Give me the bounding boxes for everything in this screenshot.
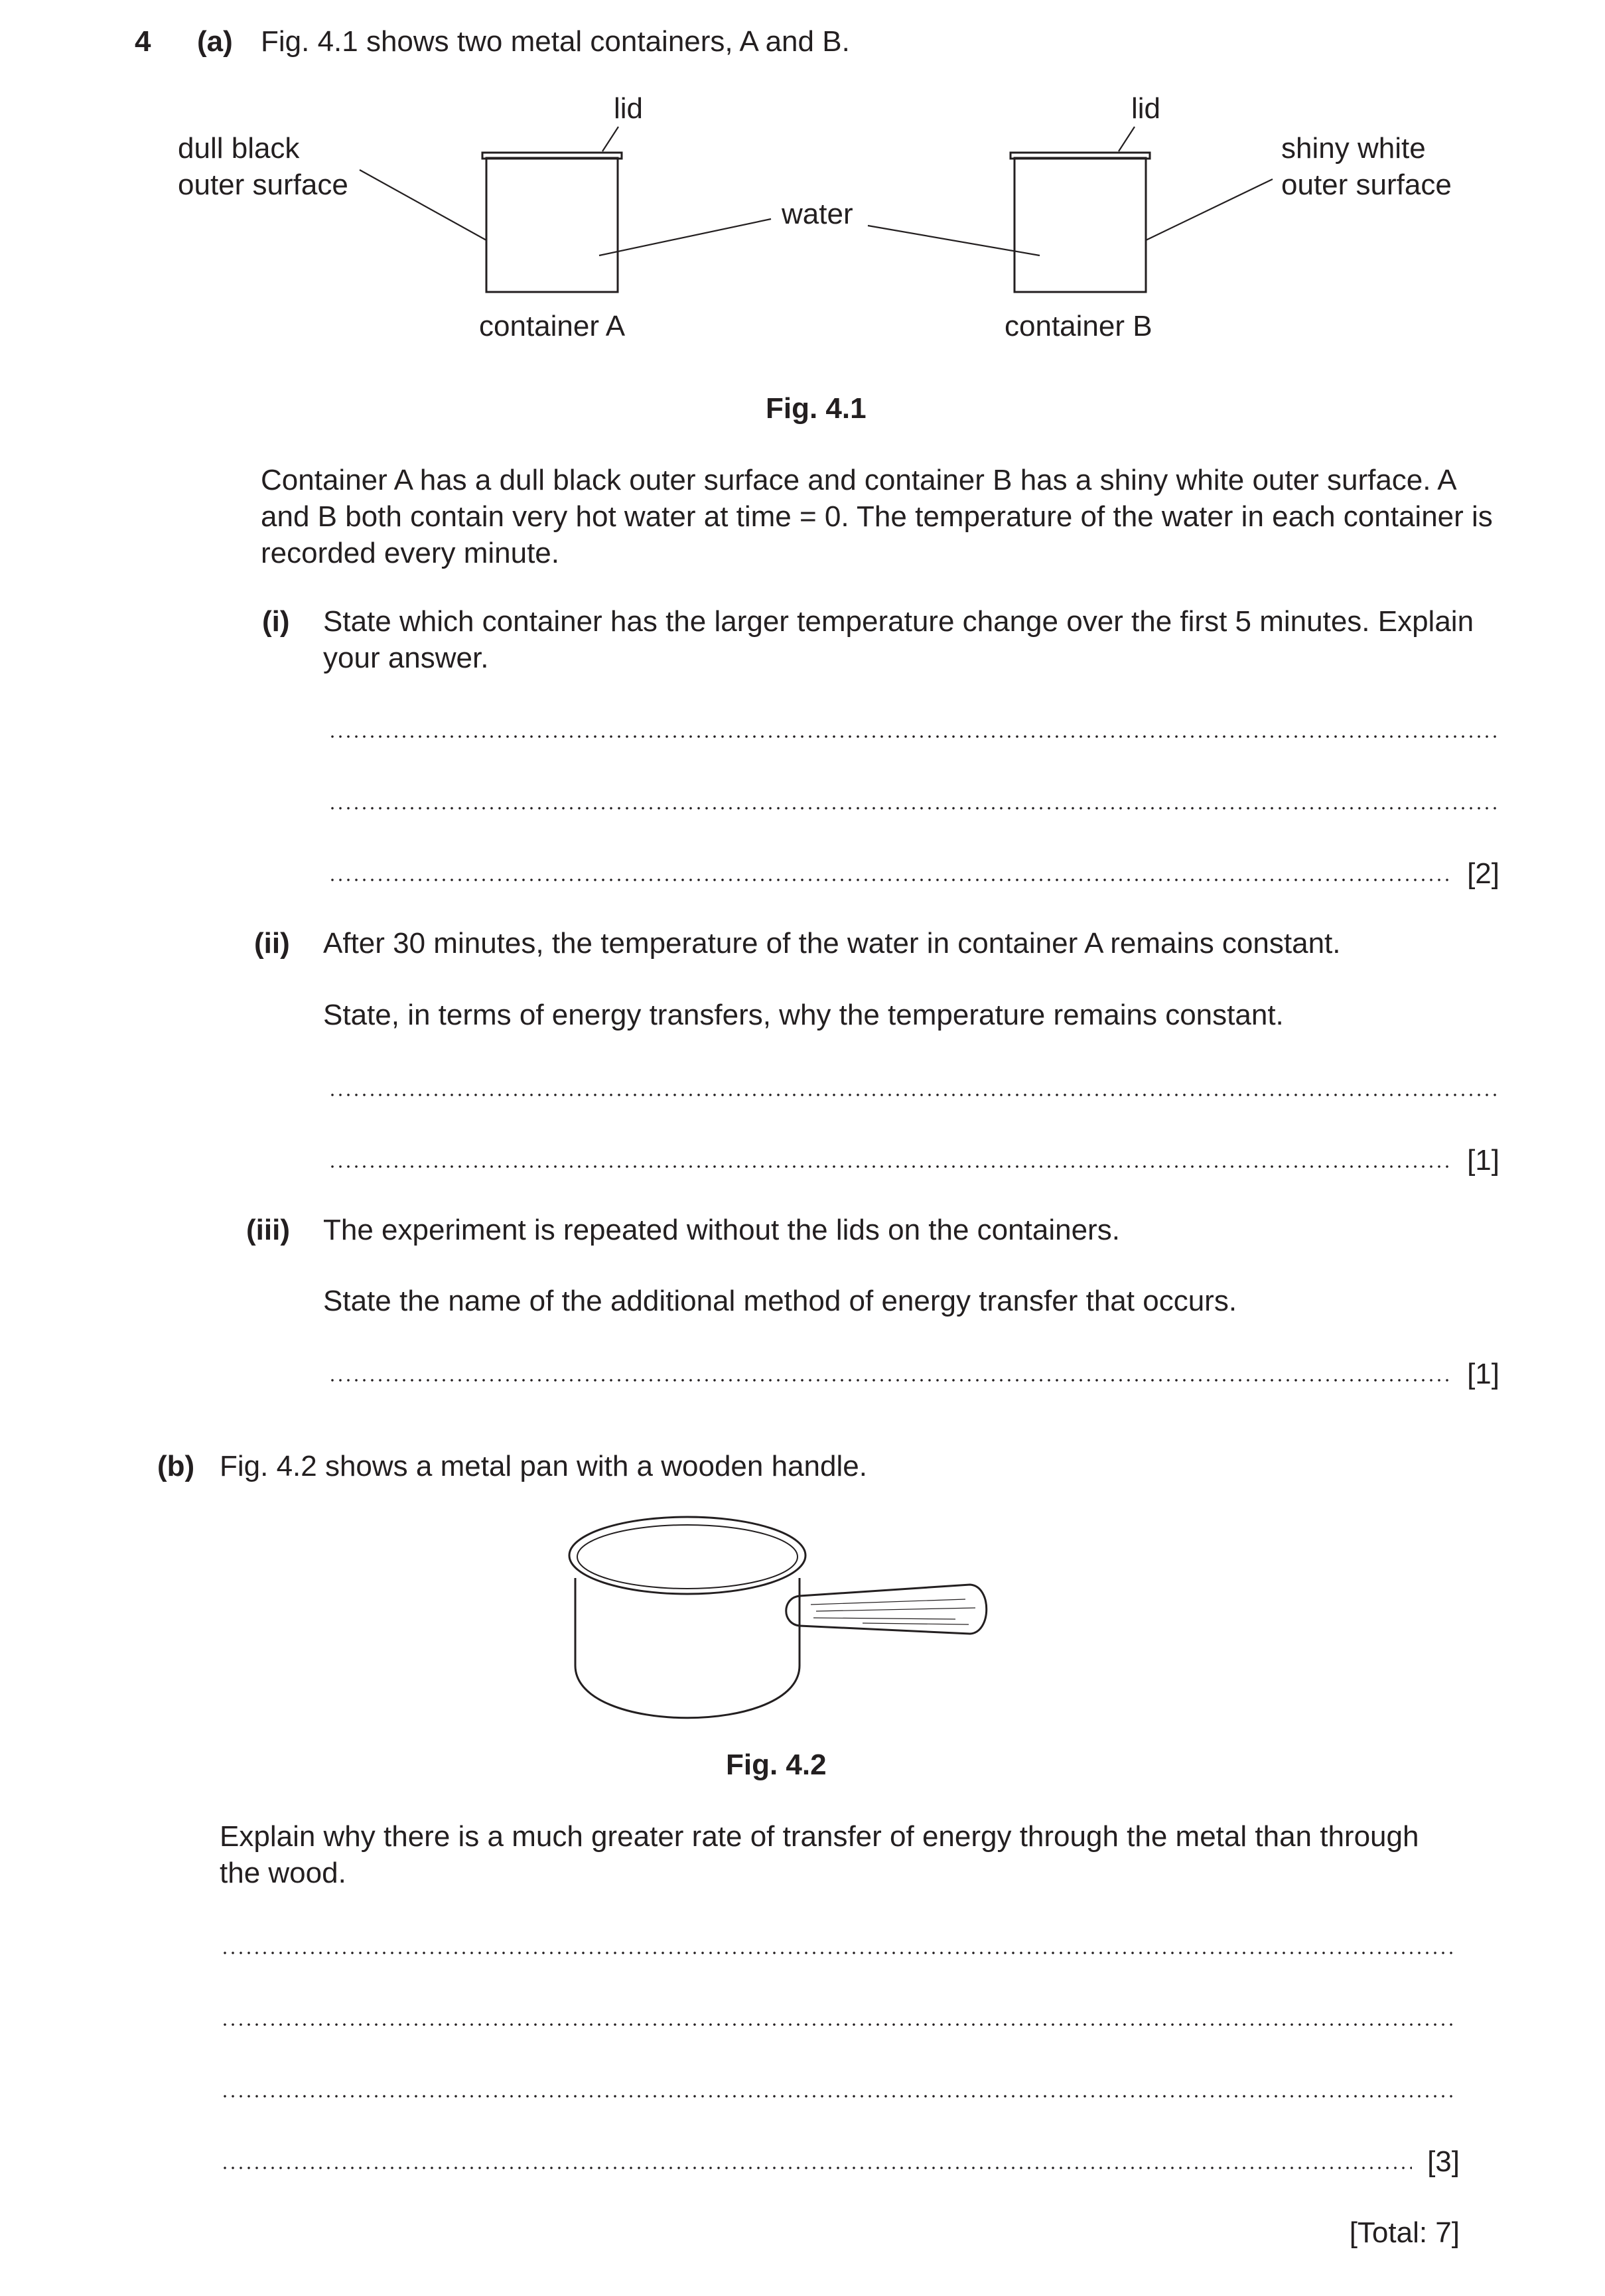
label-lid-a: lid xyxy=(614,92,644,125)
pan-rim-inner xyxy=(577,1525,798,1589)
label-shiny-white-2: outer surface xyxy=(1281,169,1452,201)
label-lid-b: lid xyxy=(1131,92,1161,125)
label-container-a: container A xyxy=(479,310,626,342)
pan-rim-outer xyxy=(569,1517,805,1594)
sub-iii-label: (iii) xyxy=(246,1214,290,1246)
answer-line-b-4[interactable] xyxy=(221,2166,1412,2170)
wood-grain-1 xyxy=(811,1599,965,1605)
part-b-text: Explain why there is a much greater rate of transfer of energy through the metal than through the wood. xyxy=(220,1820,1419,1889)
sub-i-text: State which container has the larger temperature change over the first 5 minutes. Explain your answer. xyxy=(323,605,1474,674)
sub-iii-marks: [1] xyxy=(1467,1358,1500,1390)
total-marks: [Total: 7] xyxy=(1349,2216,1460,2249)
label-shiny-white-1: shiny white xyxy=(1281,132,1426,165)
figure-4-1-caption: Fig. 4.1 xyxy=(766,392,867,425)
sub-iii-text2: State the name of the additional method of energy transfer that occurs. xyxy=(323,1285,1237,1317)
sub-i-marks: [2] xyxy=(1467,857,1500,890)
part-a-intro: Fig. 4.1 shows two metal containers, A and B. xyxy=(261,25,850,58)
sub-ii-text: After 30 minutes, the temperature of the water in container A remains constant. xyxy=(323,927,1341,960)
label-dull-black-2: outer surface xyxy=(178,169,348,201)
answer-line-b-2[interactable] xyxy=(221,2023,1456,2027)
sub-ii-text2: State, in terms of energy transfers, why the temperature remains constant. xyxy=(323,999,1284,1031)
sub-ii-marks: [1] xyxy=(1467,1144,1500,1177)
label-water: water xyxy=(782,198,853,230)
sub-ii-label: (ii) xyxy=(254,927,290,960)
label-dull-black-1: dull black xyxy=(178,132,300,165)
part-b-label: (b) xyxy=(157,1450,195,1482)
question-number: 4 xyxy=(135,25,151,58)
part-b-marks: [3] xyxy=(1427,2145,1460,2178)
handle-ferrule-curve xyxy=(786,1596,800,1626)
sub-i-label: (i) xyxy=(262,605,290,638)
figure-4-2-caption: Fig. 4.2 xyxy=(726,1749,827,1781)
wood-grain-3 xyxy=(813,1618,955,1619)
part-a-description: Container A has a dull black outer surface and container B has a shiny white outer surface. A and B both contain very hot water at time = 0. The temperature of the water in each container is recorded every minute. xyxy=(261,464,1493,569)
pan-body xyxy=(575,1578,800,1718)
part-b-intro: Fig. 4.2 shows a metal pan with a wooden handle. xyxy=(220,1450,867,1482)
sub-iii-text: The experiment is repeated without the lids on the containers. xyxy=(323,1214,1120,1246)
answer-line-b-3[interactable] xyxy=(221,2094,1456,2098)
answer-line-b-1[interactable] xyxy=(221,1951,1456,1955)
part-a-label: (a) xyxy=(197,25,233,58)
wood-grain-4 xyxy=(863,1623,969,1624)
wood-grain-2 xyxy=(816,1608,975,1611)
label-container-b: container B xyxy=(1005,310,1152,342)
